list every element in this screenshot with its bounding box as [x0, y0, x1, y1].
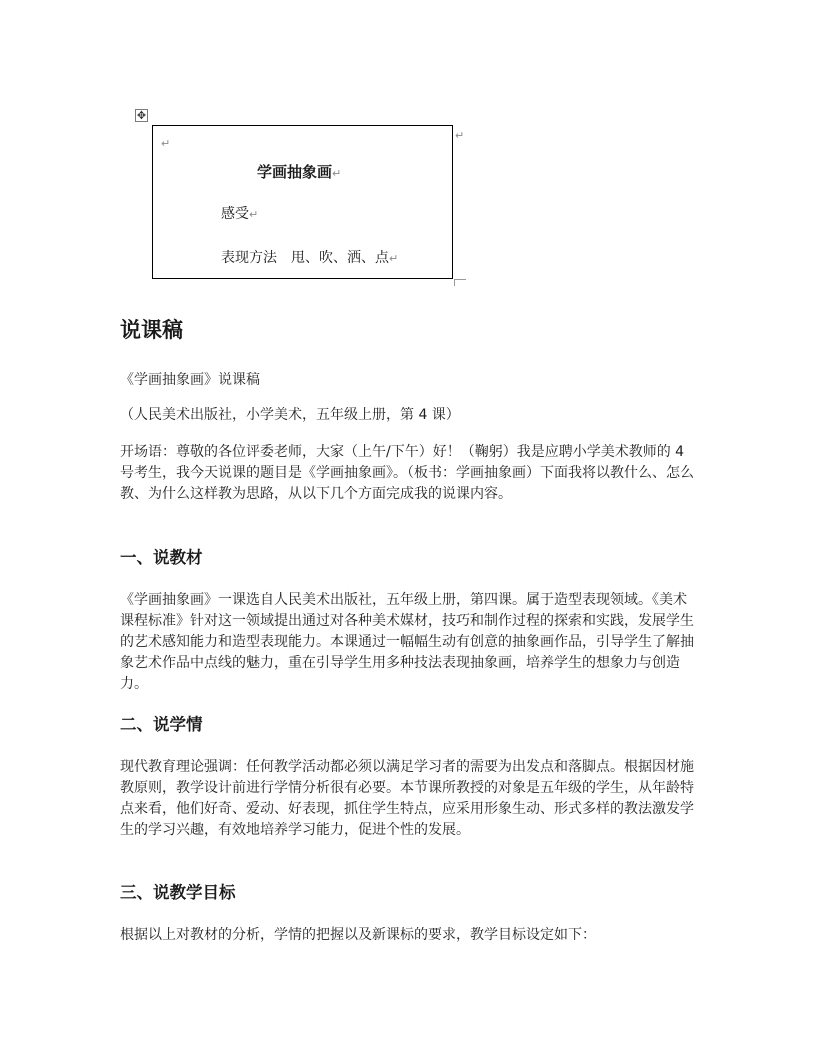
intro-paragraph: 开场语：尊敬的各位评委老师，大家（上午/下午）好！（鞠躬）我是应聘小学美术教师的 4 号考生，我今天说课的题目是《学画抽象画》。（板书：学画抽象画）下面我将以教什么、怎么教、为什么这样教为思路，从以下几个方面完成我的说课内容。	[120, 444, 694, 502]
document-title: 说课稿	[120, 318, 183, 342]
board-line-methods: 表现方法 甩、吹、洒、点↵	[221, 250, 399, 266]
paragraph-mark-icon: ↵	[249, 208, 259, 221]
section-body-textbook: 《学画抽象画》一课选自人民美术出版社，五年级上册，第四课。属于造型表现领域。《美术课程标准》针对这一领域提出通过对各种美术媒材，技巧和制作过程的探索和实践，发展学生的艺术感知能力和造型表现能力。本课通过一幅幅生动有创意的抽象画作品，引导学生了解抽象艺术作品中点线的魅力，重在引导学生用多种技法表现抽象画，培养学生的想象力与创造力。	[120, 592, 694, 692]
blackboard-textbox[interactable]	[152, 125, 453, 279]
section-heading-objectives: 三、说教学目标	[120, 883, 236, 902]
lesson-source: （人民美术出版社，小学美术，五年级上册，第 4 课）	[120, 407, 460, 423]
paragraph-mark-icon: ↵	[161, 137, 171, 150]
table-resize-handle[interactable]	[454, 279, 466, 286]
section-heading-students: 二、说学情	[120, 715, 203, 734]
section-body-students: 现代教育理论强调：任何教学活动都必须以满足学习者的需要为出发点和落脚点。根据因材施教原则，教学设计前进行学情分析很有必要。本节课所教授的对象是五年级的学生，从年龄特点来看，他们好奇、爱动、好表现，抓住学生特点，应采用形象生动、形式多样的教法激发学生的学习兴趣，有效地培养学习能力，促进个性的发展。	[120, 759, 694, 838]
lesson-subtitle: 《学画抽象画》说课稿	[120, 372, 260, 388]
cell-end-mark-icon: ↵	[455, 129, 465, 142]
section-body-objectives: 根据以上对教材的分析，学情的把握以及新课标的要求，教学目标设定如下：	[120, 927, 596, 943]
paragraph-mark-icon: ↵	[389, 252, 399, 265]
section-heading-textbook: 一、说教材	[120, 548, 203, 567]
board-line-feel: 感受↵	[221, 206, 259, 222]
paragraph-mark-icon: ↵	[332, 167, 342, 180]
table-move-handle-icon[interactable]: ✥	[136, 109, 147, 122]
board-title: 学画抽象画↵	[257, 163, 342, 181]
